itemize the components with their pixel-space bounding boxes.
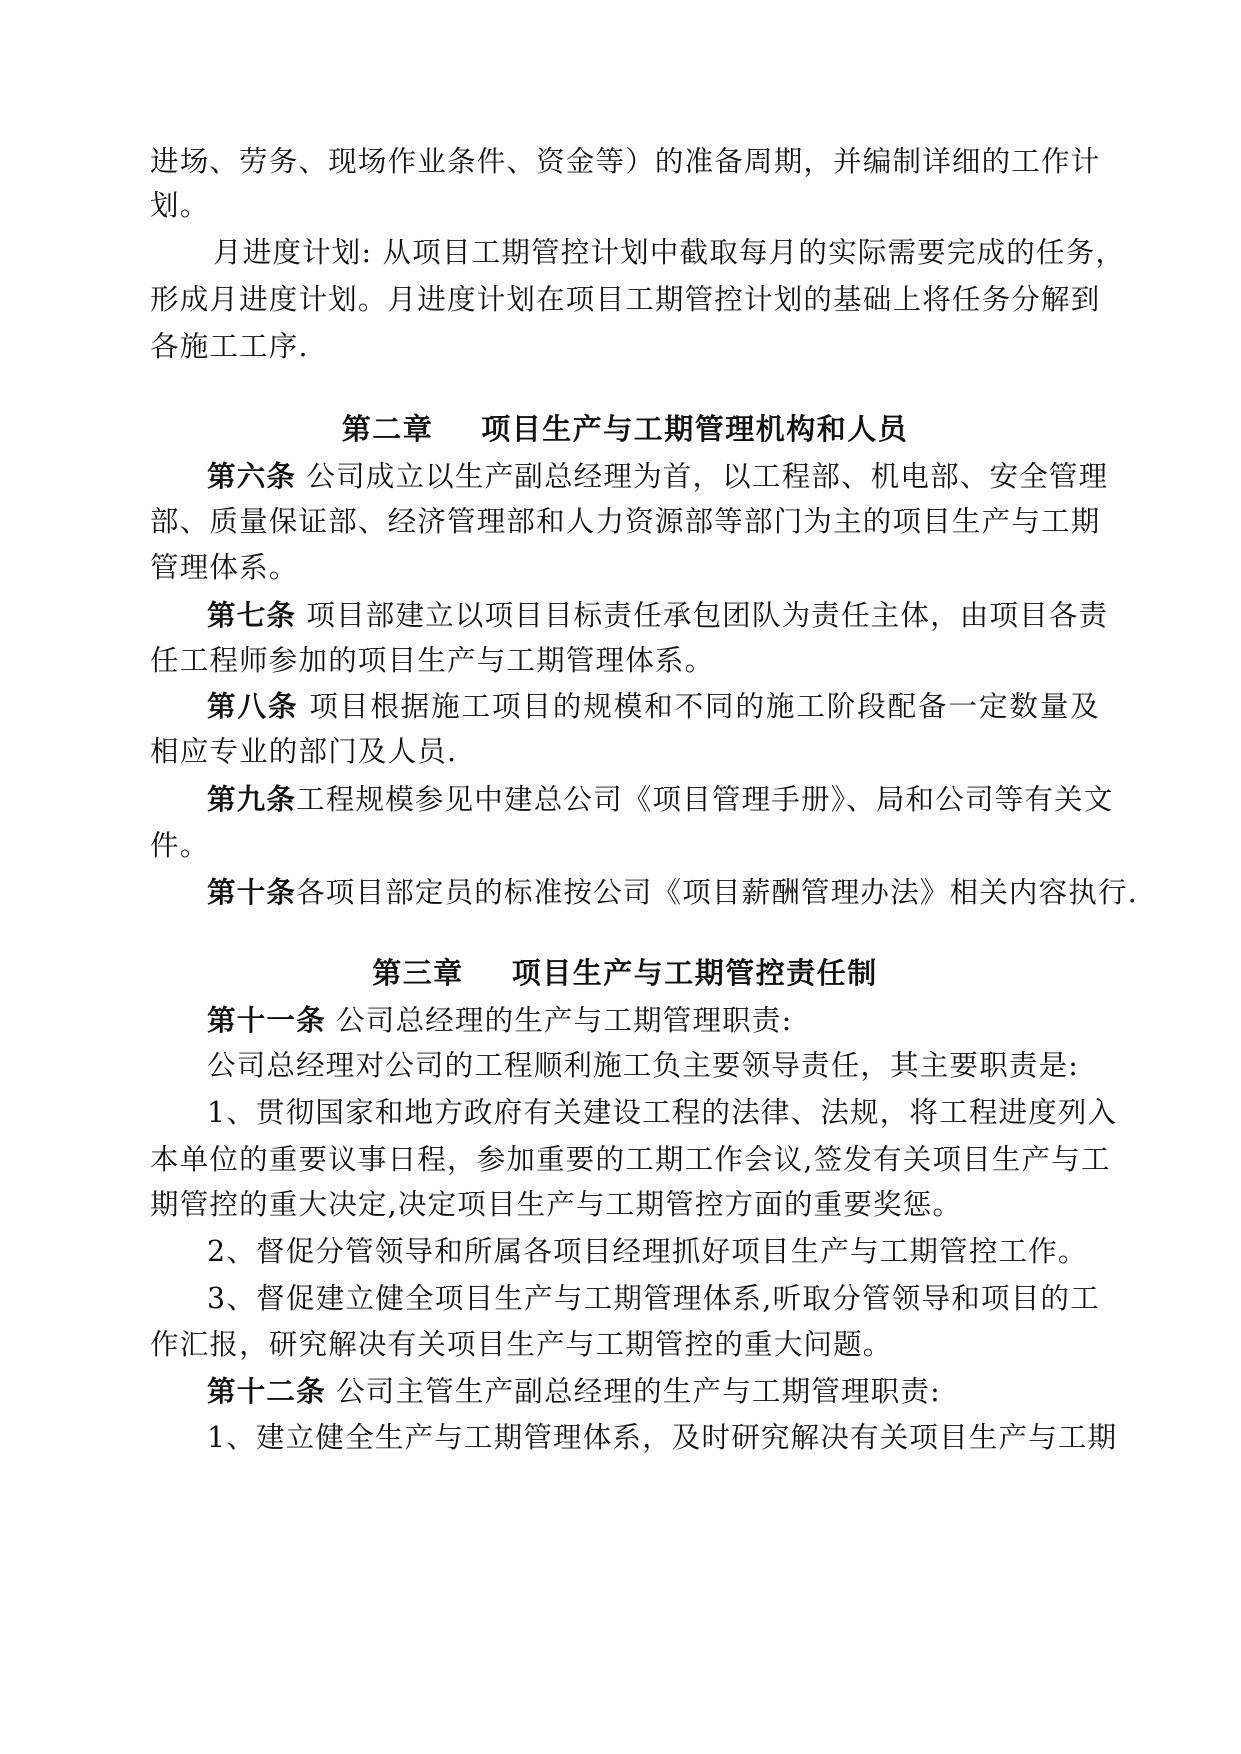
article-line — [207, 686, 1100, 726]
article-text: 工程规模参见中建总公司《项目管理手册》、局和公司等有关文 — [296, 783, 1114, 816]
article-label: 第八条 — [207, 689, 299, 723]
article-line — [207, 1371, 1100, 1411]
article-label: 第十条 — [207, 875, 297, 909]
article-line — [207, 1000, 1100, 1040]
chapter-title: 项目生产与工期管控责任制 — [511, 956, 878, 990]
paragraph-line: 月进度计划: 从项目工期管控计划中截取每月的实际需要完成的任务， — [213, 236, 1126, 269]
article-text: 各项目部定员的标准按公司《项目薪酬管理办法》相关内容执行. — [296, 876, 1138, 909]
chapter-number: 第三章 — [372, 956, 464, 990]
article-text: 公司主管生产副总经理的生产与工期管理职责: — [325, 1375, 941, 1408]
paragraph-line: 公司总经理对公司的工程顺利施工负主要领导责任，其主要职责是: — [207, 1049, 1080, 1082]
article-label: 第十一条 — [207, 1003, 326, 1037]
article-text: 项目根据施工项目的规模和不同的施工阶段配备一定数量及 — [298, 690, 1100, 723]
paragraph-line: 形成月进度计划。月进度计划在项目工期管控计划的基础上将任务分解到 — [150, 283, 1101, 316]
article-label: 第九条 — [207, 782, 297, 816]
article-line: 件。 — [150, 829, 210, 862]
article-line: 部、质量保证部、经济管理部和人力资源部等部门为主的项目生产与工期 — [150, 505, 1101, 538]
list-item-line: 1、建立健全生产与工期管理体系，及时研究解决有关项目生产与工期 — [207, 1421, 1118, 1454]
article-line — [207, 872, 1138, 912]
chapter-heading — [150, 409, 1100, 449]
list-item-line: 作汇报，研究解决有关项目生产与工期管控的重大问题。 — [150, 1328, 893, 1361]
list-item-line: 2、督促分管领导和所属各项目经理抓好项目生产与工期管控工作。 — [207, 1235, 1088, 1268]
chapter-heading — [150, 953, 1100, 993]
list-item-line: 1、贯彻国家和地方政府有关建设工程的法律、法规，将工程进度列入 — [207, 1096, 1118, 1129]
list-item-line: 3、督促建立健全项目生产与工期管理体系,听取分管领导和项目的工 — [207, 1282, 1100, 1315]
article-line — [207, 779, 1114, 819]
article-line — [207, 595, 1109, 635]
article-line — [207, 456, 1109, 496]
chapter-title: 项目生产与工期管理机构和人员 — [481, 412, 909, 446]
list-item-line: 期管控的重大决定,决定项目生产与工期管控方面的重要奖惩。 — [150, 1188, 963, 1221]
article-line: 管理体系。 — [150, 551, 299, 584]
list-item-line: 本单位的重要议事日程，参加重要的工期工作会议,签发有关项目生产与工 — [150, 1143, 1111, 1176]
article-line: 相应专业的部门及人员. — [150, 735, 458, 768]
article-label: 第七条 — [207, 598, 297, 632]
paragraph-line: 进场、劳务、现场作业条件、资金等）的准备周期，并编制详细的工作计 — [150, 145, 1101, 178]
article-text: 项目部建立以项目目标责任承包团队为责任主体，由项目各责 — [296, 599, 1109, 632]
article-label: 第六条 — [207, 459, 297, 493]
chapter-number: 第二章 — [341, 412, 434, 446]
article-line: 任工程师参加的项目生产与工期管理体系。 — [150, 644, 715, 677]
article-text: 公司成立以生产副总经理为首，以工程部、机电部、安全管理 — [296, 460, 1109, 493]
article-label: 第十二条 — [207, 1374, 326, 1408]
paragraph-line: 划。 — [150, 189, 210, 222]
paragraph-line: 各施工工序. — [150, 330, 309, 363]
article-text: 公司总经理的生产与工期管理职责: — [325, 1004, 793, 1037]
